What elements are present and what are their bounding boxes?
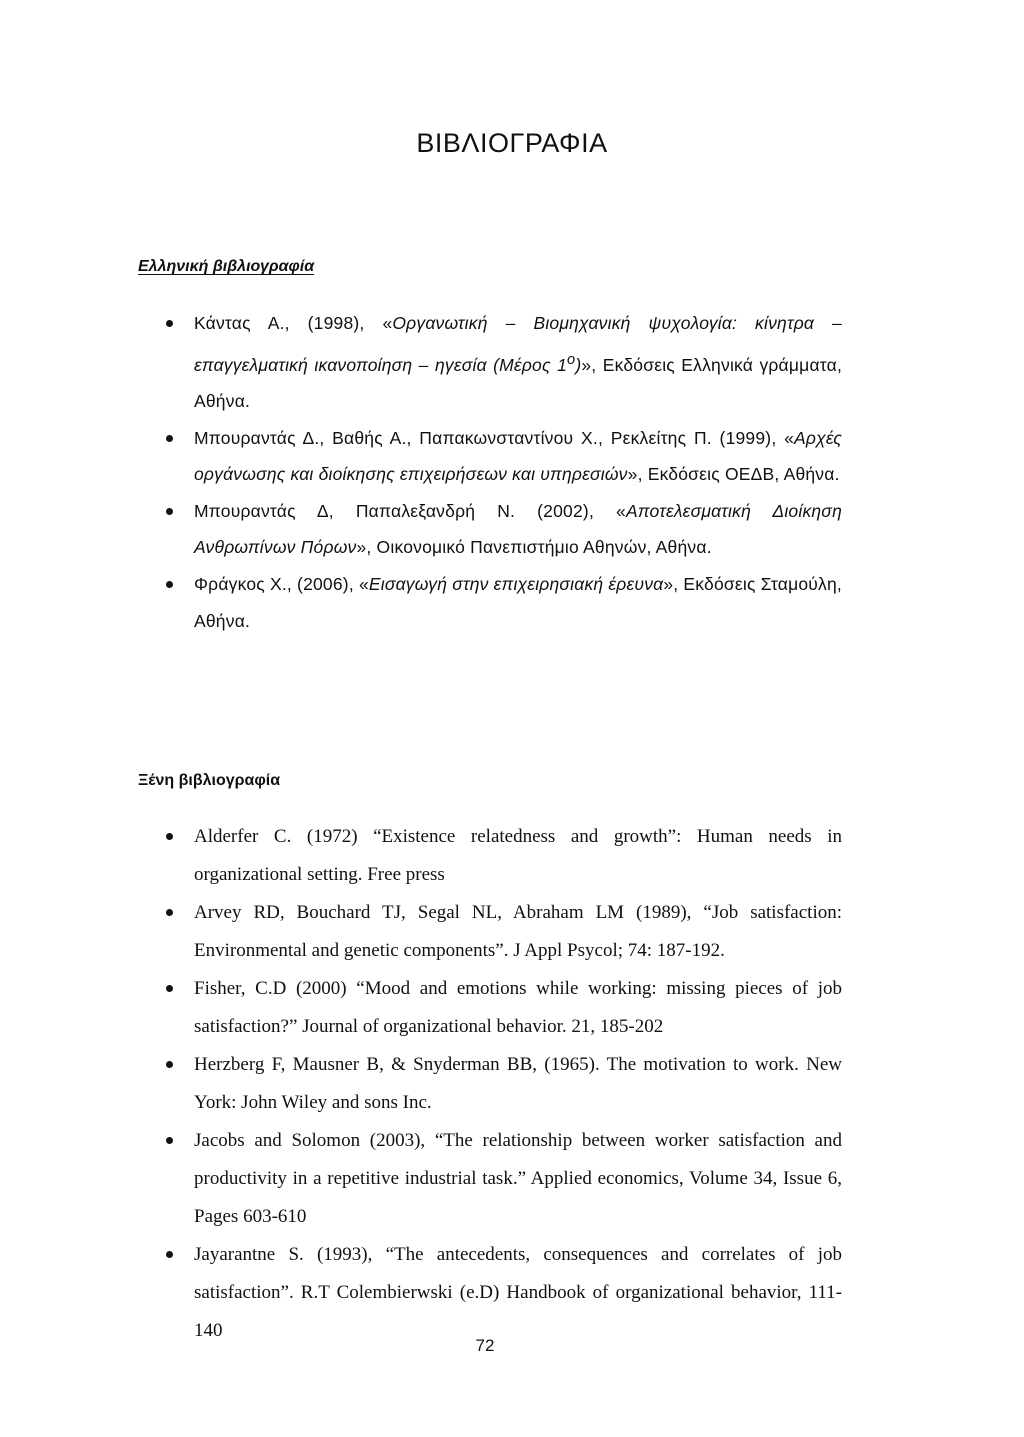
reference-item xyxy=(0,493,1024,566)
page-title: ΒΙΒΛΙΟΓΡΑΦΙΑ xyxy=(416,128,608,158)
greek-bibliography-heading: Ελληνική βιβλιογραφία xyxy=(138,258,315,275)
reference-text: Alderfer C. (1972) “Existence relatedness and growth”: Human needs in organizational setting. Free press xyxy=(194,826,842,885)
reference-item xyxy=(0,1236,1024,1350)
reference-publisher: », Εκδόσεις Σταμούλη, Αθήνα. xyxy=(194,573,842,631)
reference-text: Jayarantne S. (1993), “The antecedents, consequences and correlates of job satisfaction”. R.T Colembierwski (e.D) Handbook of organizational behavior, 111-140 xyxy=(194,1244,842,1341)
bullet-icon xyxy=(166,1236,173,1272)
reference-text: Herzberg F, Mausner B, & Snyderman BB, (1965). The motivation to work. New York: John Wiley and sons Inc. xyxy=(194,1054,842,1113)
reference-item xyxy=(0,1046,1024,1122)
reference-item xyxy=(0,1122,1024,1236)
reference-item xyxy=(0,566,1024,639)
bullet-icon xyxy=(166,818,173,854)
reference-item xyxy=(0,818,1024,894)
reference-text: Arvey RD, Bouchard TJ, Segal NL, Abraham LM (1989), “Job satisfaction: Environmental and genetic components”. J Appl Psycol; 74: 187-192. xyxy=(194,902,842,961)
reference-author: Μπουραντάς Δ., Βαθής Α., Παπακωνσταντίνου Χ., Ρεκλείτης Π. (1999), « xyxy=(194,427,795,448)
bullet-icon xyxy=(166,894,173,930)
reference-text: Fisher, C.D (2000) “Mood and emotions while working: missing pieces of job satisfaction?” Journal of organizational behavior. 21, 185-202 xyxy=(194,978,842,1037)
reference-publisher: », Οικονομικό Πανεπιστήμιο Αθηνών, Αθήνα. xyxy=(356,537,712,558)
reference-title: Αποτελεσματική Διοίκηση Ανθρωπίνων Πόρων xyxy=(194,500,842,558)
reference-title: Αρχές οργάνωσης και διοίκησης επιχειρήσεων και υπηρεσιών xyxy=(194,427,842,485)
reference-text: Jacobs and Solomon (2003), “The relationship between worker satisfaction and productivity in a repetitive industrial task.” Applied economics, Volume 34, Issue 6, Pages 603-610 xyxy=(194,1130,842,1227)
bullet-icon xyxy=(166,970,173,1006)
reference-author: Κάντας Α., (1998), « xyxy=(194,313,393,333)
reference-author: Μπουραντάς Δ, Παπαλεξανδρή Ν. (2002), « xyxy=(194,500,626,521)
bullet-icon xyxy=(166,1122,173,1158)
page-number: 72 xyxy=(475,1336,495,1355)
reference-item xyxy=(0,420,1024,493)
reference-publisher: », Εκδόσεις ΟΕΔΒ, Αθήνα. xyxy=(627,464,840,485)
foreign-bibliography-heading: Ξένη βιβλιογραφία xyxy=(138,772,281,789)
reference-title-end: ) xyxy=(575,354,582,375)
bullet-icon xyxy=(166,566,173,602)
reference-title-superscript: ο xyxy=(567,351,576,368)
bullet-icon xyxy=(166,420,173,456)
reference-publisher: », Εκδόσεις Ελληνικά γράμματα, Αθήνα. xyxy=(194,354,843,412)
reference-author: Φράγκος Χ., (2006), « xyxy=(194,573,369,594)
reference-title: Οργανωτική – Βιομηχανική ψυχολογία: κίνητρα – επαγγελματική ικανοποίηση – ηγεσία (Μέρος 1 xyxy=(194,313,842,375)
reference-item xyxy=(0,970,1024,1046)
reference-title: Εισαγωγή στην επιχειρησιακή έρευνα xyxy=(368,573,664,594)
bullet-icon xyxy=(166,1046,173,1082)
bullet-icon xyxy=(166,305,173,341)
reference-item xyxy=(0,894,1024,970)
foreign-reference-list xyxy=(0,818,1024,1350)
greek-reference-list xyxy=(0,305,1024,639)
reference-item xyxy=(0,305,1024,420)
bullet-icon xyxy=(166,493,173,529)
